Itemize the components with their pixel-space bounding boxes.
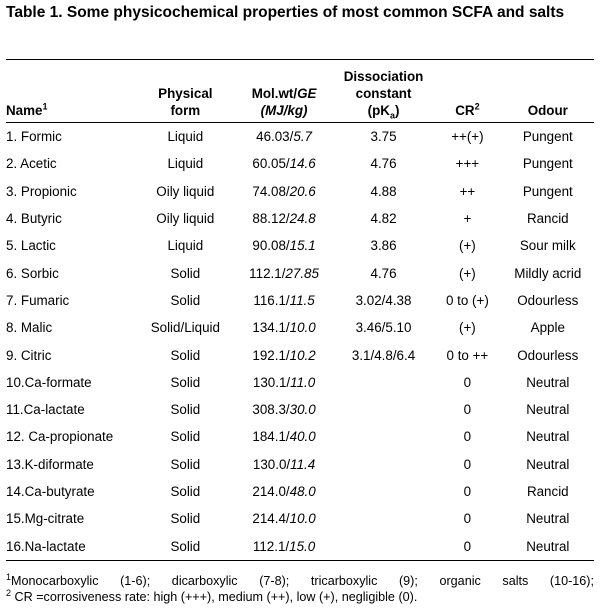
cell-name: 7. Fumaric [6, 292, 70, 308]
cell-cr: 0 to (+) [446, 292, 489, 308]
cell-odour: Neutral [526, 402, 570, 418]
cell-odour: Neutral [526, 374, 570, 390]
cell-physical-form: Solid [170, 484, 201, 499]
cell-odour: Neutral [526, 429, 570, 445]
table-row [6, 341, 594, 368]
table-row [6, 259, 594, 286]
cell-pka: 3.75 [370, 129, 397, 145]
cell-physical-form: Solid [170, 265, 201, 281]
cell-odour: Pungent [522, 156, 573, 172]
cell-physical-form: Liquid [167, 238, 204, 254]
cell-pka [334, 396, 433, 423]
cell-physical-form: Liquid [167, 156, 204, 172]
header-mol-wt: Mol.wt/GE (MJ/kg) [234, 60, 334, 123]
cell-pka: 3.86 [370, 238, 397, 254]
cell-odour: Odourless [517, 292, 579, 308]
cell-cr: (+) [459, 265, 476, 281]
cell-pka [334, 478, 433, 505]
cell-mol-wt: 184.1/40.0 [252, 429, 316, 445]
cell-mol-wt: 112.1/27.85 [249, 265, 319, 281]
cell-cr: ++ [459, 183, 476, 199]
cell-odour: Rancid [526, 211, 569, 227]
cell-pka [334, 423, 433, 450]
cell-pka [334, 369, 433, 396]
cell-cr: 0 [463, 402, 472, 418]
cell-pka: 4.88 [370, 183, 397, 199]
cell-physical-form: Oily liquid [156, 183, 215, 199]
table-row [6, 232, 594, 259]
cell-physical-form: Solid [170, 402, 201, 418]
header-physical-form: Physical form [136, 60, 234, 123]
cell-name: 5. Lactic [6, 238, 56, 254]
table-row [6, 505, 594, 532]
cell-odour: Neutral [526, 511, 570, 527]
table-row [6, 314, 594, 341]
cell-physical-form: Solid [170, 511, 201, 527]
header-name: Name$^1$ [6, 60, 136, 123]
cell-mol-wt: 112.1/15.0 [234, 532, 334, 560]
cell-mol-wt: 116.1/11.5 [253, 292, 315, 308]
cell-mol-wt: 214.0/48.0 [252, 484, 316, 499]
header-dissociation: Dissociation constant $(pK_a)$ [334, 60, 433, 123]
header-cr: $CR^2$ [433, 60, 501, 123]
cell-mol-wt: 192.1/10.2 [252, 347, 316, 363]
cell-name: 8. Malic [6, 320, 53, 336]
cell-pka: 3.02/4.38 [355, 292, 412, 308]
cell-physical-form: Solid [170, 429, 201, 445]
cell-mol-wt: 130.1/11.0 [252, 374, 316, 390]
table-body [6, 123, 594, 561]
cell-cr: 0 to ++ [446, 347, 489, 363]
cell-mol-wt: 90.08/15.1 [252, 238, 316, 254]
cell-mol-wt: 74.08/20.6 [252, 183, 316, 199]
cell-mol-wt: 214.4/10.0 [252, 511, 316, 527]
cell-cr: 0 [463, 429, 472, 445]
cell-odour: Mildly acrid [514, 265, 582, 281]
cell-name: 15.Mg-citrate [6, 511, 85, 527]
cell-name: 12. Ca-propionate [6, 429, 114, 445]
cell-mol-wt: 308.3/30.0 [252, 402, 316, 418]
cell-odour: Sour milk [519, 238, 576, 254]
cell-odour: Pungent [522, 129, 573, 145]
cell-name: 14.Ca-butyrate [6, 484, 95, 499]
table-row [6, 478, 594, 505]
cell-cr: 0 [463, 374, 472, 390]
cell-physical-form: Solid/Liquid [150, 320, 220, 336]
table-row [6, 423, 594, 450]
cell-mol-wt: 130.0/11.4 [252, 456, 316, 472]
footnote-1: $^1$Monocarboxylic (1-6); dicarboxylic (7-8); tricarboxylic (9); organic salts (10-16); [6, 571, 594, 588]
cell-cr: 0 [463, 484, 472, 499]
cell-name: 6. Sorbic [6, 265, 59, 281]
table-row [6, 123, 594, 151]
cell-odour: Neutral [502, 532, 594, 560]
cell-physical-form: Solid [170, 347, 201, 363]
table-row [6, 178, 594, 205]
cell-cr: 0 [463, 456, 472, 472]
cell-odour: Odourless [517, 347, 579, 363]
table-row [6, 369, 594, 396]
table-row [6, 532, 594, 560]
cell-pka: 4.82 [370, 211, 397, 227]
table-row [6, 396, 594, 423]
cell-name: 11.Ca-lactate [6, 402, 85, 418]
cell-name: 2. Acetic [6, 156, 57, 172]
cell-odour: Rancid [526, 484, 569, 499]
cell-physical-form: Solid [170, 292, 201, 308]
cell-pka [334, 532, 433, 560]
cell-physical-form: Solid [136, 532, 234, 560]
cell-physical-form: Oily liquid [156, 211, 215, 227]
cell-pka: 3.46/5.10 [355, 320, 412, 336]
cell-odour: Pungent [522, 183, 573, 199]
cell-pka: 4.76 [370, 156, 397, 172]
cell-pka: 4.76 [370, 265, 397, 281]
cell-name: 1. Formic [6, 129, 62, 145]
cell-cr: (+) [459, 238, 476, 254]
cell-odour: Apple [530, 320, 565, 336]
table-row [6, 205, 594, 232]
cell-name: 13.K-diformate [6, 456, 94, 472]
cell-physical-form: Solid [170, 456, 201, 472]
cell-name: 9. Citric [6, 347, 52, 363]
properties-table [6, 59, 594, 561]
cell-cr: 0 [433, 532, 501, 560]
cell-cr: +++ [455, 156, 480, 172]
cell-physical-form: Liquid [167, 129, 204, 145]
cell-physical-form: Solid [170, 374, 201, 390]
header-odour: Odour [502, 60, 594, 123]
cell-pka [334, 451, 433, 478]
table-row [6, 150, 594, 177]
cell-cr: + [463, 211, 472, 227]
cell-name: 16.Na-lactate [6, 532, 136, 560]
cell-name: 10.Ca-formate [6, 374, 92, 390]
cell-odour: Neutral [526, 456, 570, 472]
cell-mol-wt: 134.1/10.0 [252, 320, 316, 336]
table-title: Table 1. Some physicochemical properties of most common SCFA and salts [6, 4, 565, 21]
footnote-2: $^2$ CR =corrosiveness rate: high (+++), medium (++), low (+), negligible (0). [6, 587, 418, 604]
cell-name: 3. Propionic [6, 183, 77, 199]
table-row [6, 287, 594, 314]
cell-pka: 3.1/4.8/6.4 [351, 347, 416, 363]
table-row [6, 451, 594, 478]
cell-name: 4. Butyric [6, 211, 62, 227]
cell-cr: 0 [463, 511, 472, 527]
cell-cr: (+) [459, 320, 476, 336]
cell-mol-wt: 88.12/24.8 [252, 211, 316, 227]
footnotes [6, 571, 594, 605]
cell-mol-wt: 60.05/14.6 [252, 156, 316, 172]
cell-mol-wt: 46.03/5.7 [256, 129, 312, 145]
table-header-row [6, 60, 594, 123]
cell-pka [334, 505, 433, 532]
cell-cr: ++(+) [451, 129, 484, 145]
